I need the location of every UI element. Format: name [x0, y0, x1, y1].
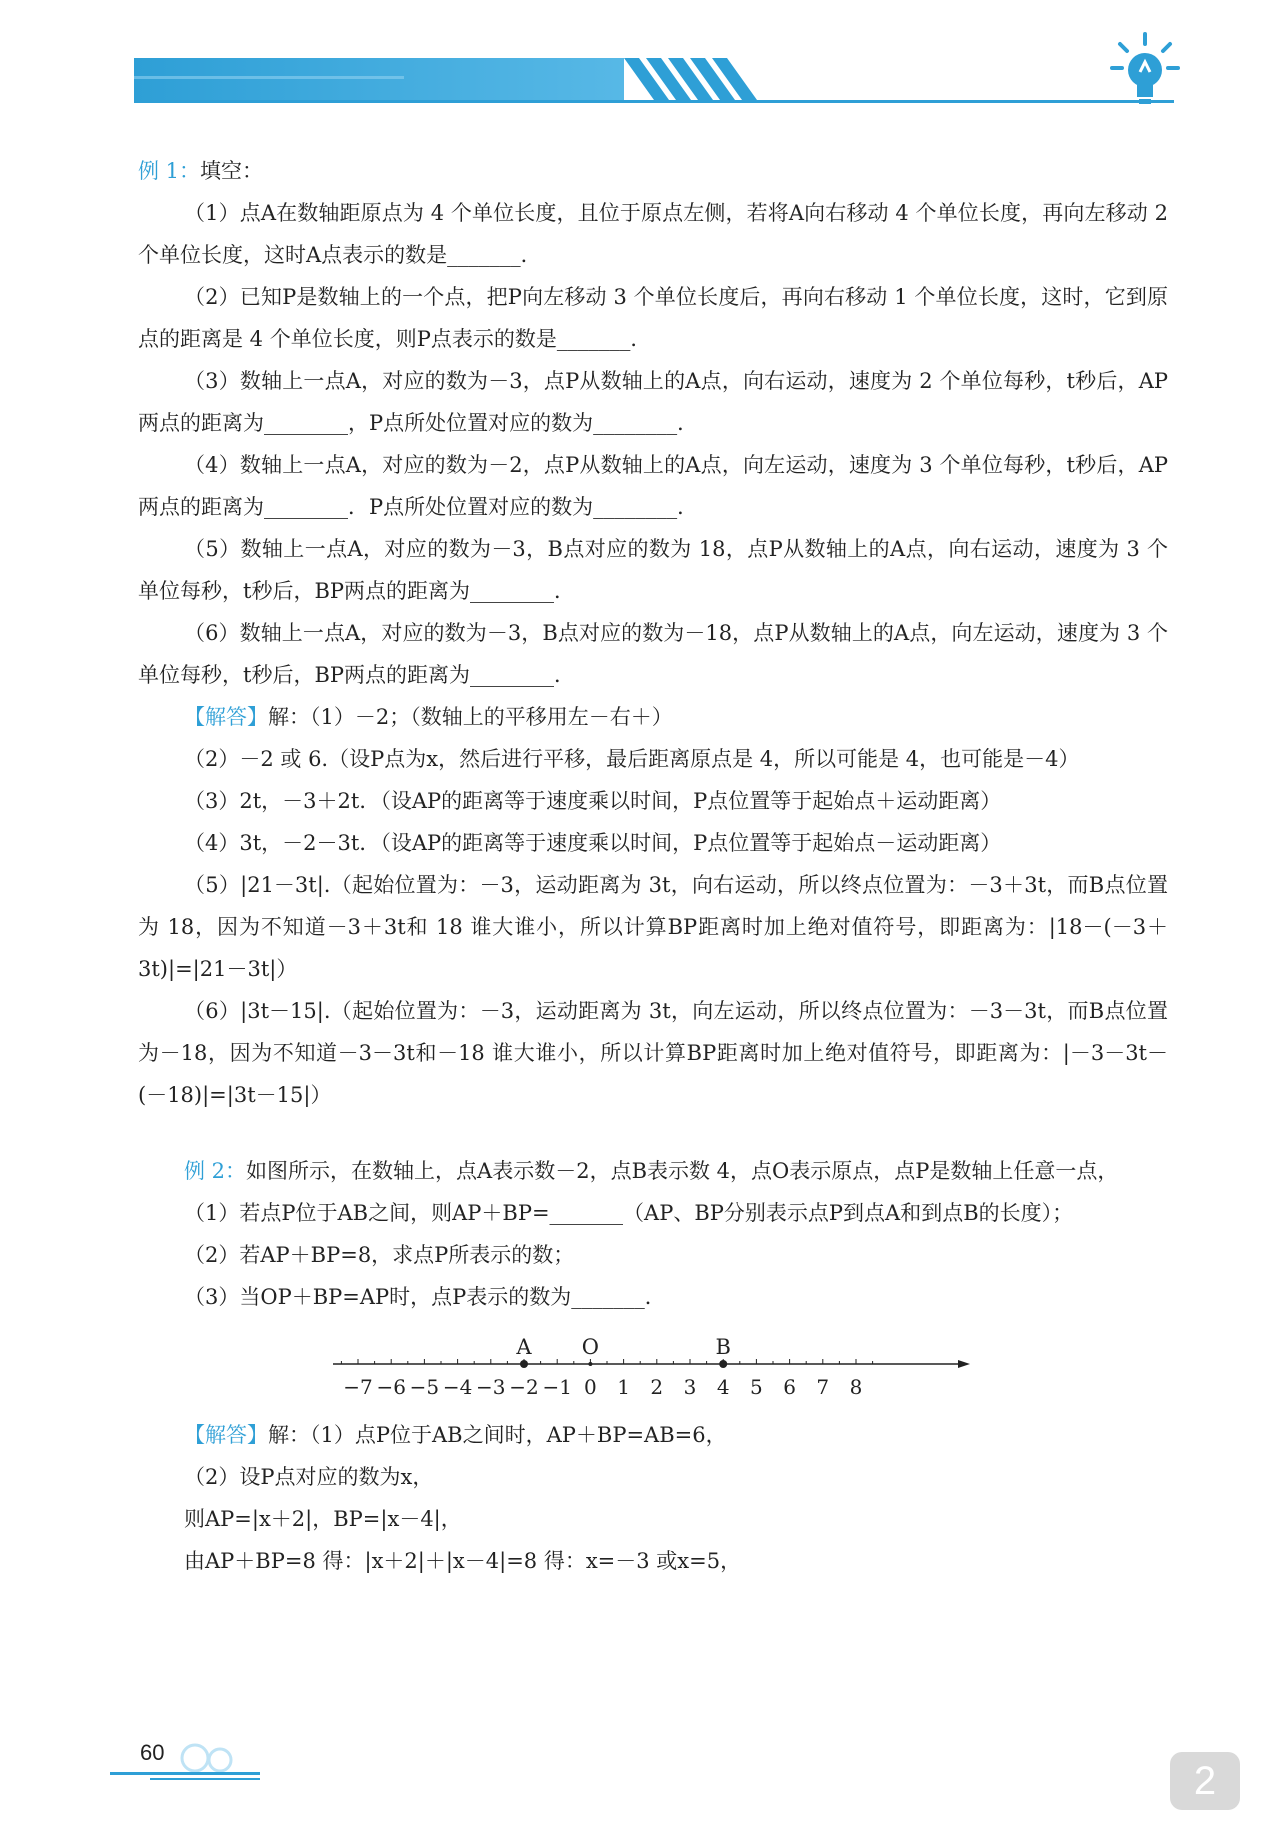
number-line-tick-label: −3 — [476, 1375, 506, 1399]
header-banner — [134, 58, 1174, 114]
page-content — [138, 150, 1168, 1582]
number-line-tick-label: −2 — [509, 1375, 539, 1399]
page-badge: 2 — [1170, 1752, 1240, 1810]
number-line-tick-label: 2 — [650, 1375, 664, 1399]
number-line-point-B — [719, 1360, 727, 1368]
example-2-q1: （1）若点P位于AB之间，则AP＋BP=_______（AP、BP分别表示点P到点A和到点B的长度）； — [184, 1201, 1074, 1225]
number-line-point-label: O — [581, 1335, 600, 1359]
number-line-point-A — [520, 1360, 528, 1368]
number-line-tick-label: 6 — [783, 1375, 796, 1399]
example-1-q5: （5）数轴上一点A，对应的数为－3，B点对应的数为 18，点P从数轴上的A点，向右运动，速度为 3 个单位每秒，t秒后，BP两点的距离为________． — [138, 537, 1168, 603]
example-2-q2: （2）若AP＋BP=8，求点P所表示的数； — [184, 1243, 575, 1267]
number-line-tick-label: 0 — [584, 1375, 597, 1399]
number-line-tick-label: 1 — [617, 1375, 630, 1399]
example-2-s4: 由AP＋BP=8 得：|x＋2|＋|x－4|=8 得：x=－3 或x=5， — [184, 1549, 742, 1573]
number-line-tick-label: 4 — [716, 1375, 730, 1399]
number-line-tick-label: −4 — [442, 1375, 473, 1399]
number-line-tick-label: 5 — [750, 1375, 763, 1399]
example-2-s3: 则AP=|x＋2|，BP=|x－4|， — [184, 1507, 462, 1531]
number-line — [318, 1328, 978, 1406]
number-line-tick-label: −6 — [376, 1375, 406, 1399]
page-footer — [110, 1740, 260, 1790]
number-line-tick-label: 7 — [816, 1375, 830, 1399]
example-1-s2: （2）－2 或 6.（设P点为x，然后进行平移，最后距离原点是 4，所以可能是 4，也可能是－4） — [184, 747, 1080, 771]
example-1-s5: （5）|21－3t|.（起始位置为：－3，运动距离为 3t，向右运动，所以终点位置为：－3＋3t，而B点位置为 18，因为不知道－3＋3t和 18 谁大谁小，所以计算BP距离时加上绝对值符号，即距离为：|18－(－3＋3t)|=|21－3t|） — [138, 873, 1168, 981]
example-2-s2: （2）设P点对应的数为x， — [184, 1465, 434, 1489]
example-1-q6: （6）数轴上一点A，对应的数为－3，B点对应的数为－18，点P从数轴上的A点，向左运动，速度为 3 个单位每秒，t秒后，BP两点的距离为________． — [138, 621, 1168, 687]
example-1-q4: （4）数轴上一点A，对应的数为－2，点P从数轴上的A点，向左运动，速度为 3 个单位每秒，t秒后，AP两点的距离为________．P点所处位置对应的数为________． — [138, 453, 1168, 519]
number-line-svg — [318, 1328, 978, 1406]
page-number: 60 — [140, 1740, 165, 1765]
example-1-s3: （3）2t，－3＋2t．（设AP的距离等于速度乘以时间，P点位置等于起始点＋运动距离） — [184, 789, 1002, 813]
example-1-q1: （1）点A在数轴距原点为 4 个单位长度，且位于原点左侧，若将A向右移动 4 个单位长度，再向左移动 2 个单位长度，这时A点表示的数是_______． — [138, 201, 1168, 267]
number-line-point-label: A — [516, 1335, 532, 1359]
example-2-q3: （3）当OP＋BP=AP时，点P表示的数为_______． — [184, 1285, 666, 1309]
example-1-s6: （6）|3t－15|.（起始位置为：－3，运动距离为 3t，向左运动，所以终点位置为：－3－3t，而B点位置为－18，因为不知道－3－3t和－18 谁大谁小，所以计算BP距离时加上绝对值符号，即距离为：|－3－3t－(－18)|=|3t－15|） — [138, 999, 1168, 1107]
example-1-heading: 例 1：填空： — [138, 159, 264, 183]
example-1-q3: （3）数轴上一点A，对应的数为－3，点P从数轴上的A点，向右运动，速度为 2 个单位每秒，t秒后，AP两点的距离为________，P点所处位置对应的数为________． — [138, 369, 1168, 435]
lightbulb-icon — [1110, 30, 1180, 110]
number-line-point-O — [588, 1362, 592, 1366]
number-line-tick-label: −5 — [409, 1375, 440, 1399]
example-1-solution: 【解答】解：（1）－2；（数轴上的平移用左－右＋） — [184, 705, 673, 729]
number-line-tick-label: 8 — [849, 1375, 863, 1399]
number-line-tick-label: −7 — [343, 1375, 373, 1399]
number-line-point-label: B — [715, 1335, 731, 1359]
number-line-tick-label: 3 — [683, 1375, 697, 1399]
example-1-s4: （4）3t，－2－3t．（设AP的距离等于速度乘以时间，P点位置等于起始点－运动距离） — [184, 831, 1002, 855]
example-1-q2: （2）已知P是数轴上的一个点，把P向左移动 3 个单位长度后，再向右移动 1 个单位长度，这时，它到原点的距离是 4 个单位长度，则P点表示的数是_______． — [138, 285, 1168, 351]
number-line-arrow — [958, 1360, 970, 1368]
example-2-solution: 【解答】解：（1）点P位于AB之间时，AP＋BP=AB=6， — [184, 1423, 727, 1447]
example-2-heading: 例 2：如图所示，在数轴上，点A表示数－2，点B表示数 4，点O表示原点，点P是数轴上任意一点， — [184, 1159, 1119, 1183]
gear-icon — [110, 1740, 260, 1790]
number-line-tick-label: −1 — [542, 1375, 572, 1399]
